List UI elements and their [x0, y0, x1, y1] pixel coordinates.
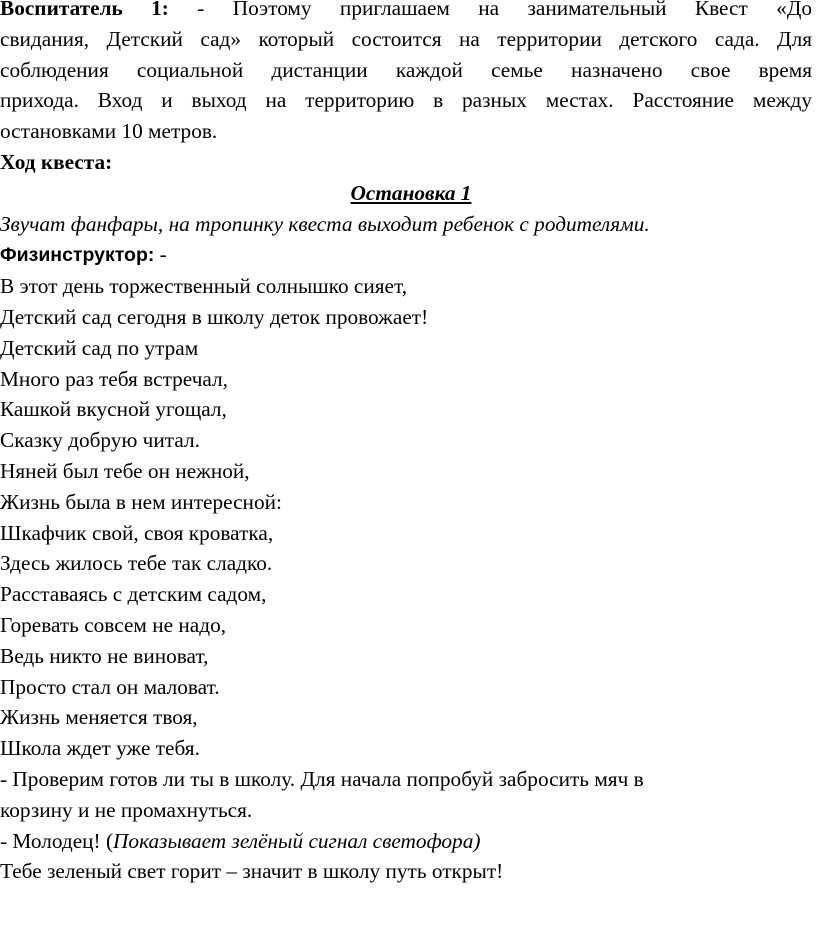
poem-line: Няней был тебе он нежной, — [0, 458, 250, 483]
poem-line: Школа ждет уже тебя. — [0, 736, 200, 761]
poem-line: Здесь жилось тебе так сладко. — [0, 551, 273, 576]
poem-line: Просто стал он маловат. — [0, 674, 220, 699]
stop-title: Остановка 1 — [350, 180, 472, 205]
intro-line-5: остановками 10 метров. — [0, 119, 218, 144]
poem-line: Расставаясь с детским садом, — [0, 582, 267, 607]
task-line-2: корзину и не промахнуться. — [0, 797, 253, 822]
poem — [0, 271, 816, 764]
poem-line: Много раз тебя встречал, — [0, 366, 229, 391]
course-heading: Ход квеста: — [0, 149, 113, 174]
instructor-dash: - — [154, 242, 167, 267]
poem-line: Кашкой вкусной угощал, — [0, 397, 227, 422]
praise-line — [0, 826, 816, 857]
poem-line: Детский сад сегодня в школу деток провожает! — [0, 304, 429, 329]
praise-stage-direction: Показывает зелёный сигнал светофора) — [113, 828, 481, 853]
intro-line-4: прихода. Вход и выход на территорию в разных местах. Расстояние между — [0, 88, 812, 113]
intro-dash: - — [168, 0, 233, 20]
intro-text-1: Поэтому приглашаем на занимательный Квест «До — [232, 0, 812, 20]
poem-line: Горевать совсем не надо, — [0, 612, 227, 637]
task-line-1: - Проверим готов ли ты в школу. Для начала попробуй забросить мяч в — [0, 766, 644, 791]
praise-text: - Молодец! ( — [0, 828, 114, 853]
poem-line: В этот день торжественный солнышко сияет, — [0, 274, 408, 299]
instructor-line — [0, 239, 816, 271]
speaker-educator: Воспитатель 1: — [0, 0, 169, 20]
stage-direction: Звучат фанфары, на тропинку квеста выходит ребенок с родителями. — [0, 211, 650, 236]
speaker-instructor: Физинструктор: — [0, 244, 155, 267]
intro-line-3: соблюдения социальной дистанции каждой семье назначено свое время — [0, 57, 812, 82]
intro-line-2: свидания, Детский сад» который состоится на территории детского сада. Для — [0, 26, 812, 51]
poem-line: Ведь никто не виноват, — [0, 643, 209, 668]
poem-line: Детский сад по утрам — [0, 335, 199, 360]
poem-line: Жизнь меняется твоя, — [0, 705, 198, 730]
poem-line: Жизнь была в нем интересной: — [0, 489, 282, 514]
intro-line-1 — [0, 0, 812, 24]
final-line: Тебе зеленый свет горит – значит в школу путь открыт! — [0, 859, 504, 884]
poem-line: Сказку добрую читал. — [0, 428, 200, 453]
poem-line: Шкафчик свой, своя кроватка, — [0, 520, 274, 545]
